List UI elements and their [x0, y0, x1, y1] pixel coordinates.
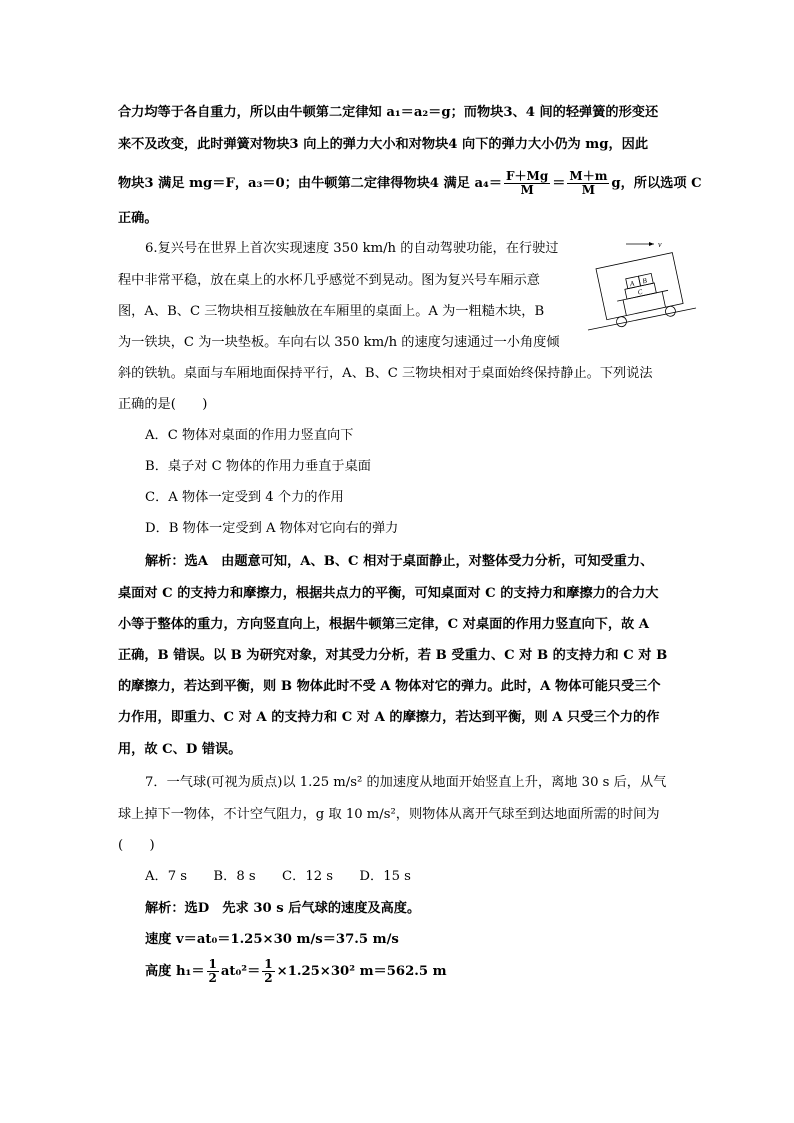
- analysis-line: 的摩擦力，若达到平衡，则 B 物体此时不受 A 物体对它的弹力。此时，A 物体可能只受三个: [118, 679, 661, 694]
- velocity-arrowhead: [649, 242, 654, 246]
- text-segment: 高度 h₁＝: [145, 964, 205, 979]
- question-6-line: 为一铁块，C 为一块垫板。车向右以 350 km/h 的速度匀速通过一小角度倾: [118, 335, 560, 350]
- text-segment: g，所以选项 C: [611, 176, 702, 191]
- text-segment: at₀²＝: [220, 964, 261, 979]
- fraction-denominator: 2: [208, 971, 217, 985]
- option-d: D．B 物体一定受到 A 物体对它向右的弹力: [145, 521, 399, 536]
- block-b-label: B: [641, 276, 648, 286]
- text-segment: ×1.25×30² m＝562.5 m: [276, 964, 447, 979]
- fraction: [207, 958, 219, 985]
- text-line-with-fraction: [118, 168, 702, 200]
- fraction: [504, 170, 550, 197]
- analysis-line-with-fraction: [145, 956, 705, 988]
- analysis-line: 用，故 C、D 错误。: [118, 742, 242, 757]
- question-6-line: 正确的是( ): [118, 397, 208, 412]
- fraction: [567, 170, 609, 197]
- analysis-line: 力作用，即重力、C 对 A 的支持力和 C 对 A 的摩擦力，若达到平衡，则 A 只受三个力的作: [118, 710, 660, 725]
- table-leg: [623, 300, 626, 316]
- text-line: 正确。: [118, 211, 158, 226]
- analysis-line: 解析：选D 先求 30 s 后气球的速度及高度。: [145, 901, 421, 916]
- velocity-label: v: [658, 240, 662, 249]
- analysis-line: 正确，B 错误。以 B 为研究对象，对其受力分析，若 B 受重力、C 对 B 的支持力和 C 对 B: [118, 648, 668, 663]
- text-segment: 物块3 满足 mg＝F，a₃＝0；由牛顿第二定律得物块4 满足 a₄＝: [118, 176, 503, 191]
- option-a: A．C 物体对桌面的作用力竖直向下: [145, 428, 354, 443]
- question-6-line: 程中非常平稳，放在桌上的水杯几乎感觉不到晃动。图为复兴号车厢示意: [118, 273, 540, 288]
- analysis-line: 桌面对 C 的支持力和摩擦力，根据共点力的平衡，可知桌面对 C 的支持力和摩擦力的合力大: [118, 586, 659, 601]
- question-6-line: 图，A、B、C 三物块相互接触放在车厢里的桌面上。A 为一粗糙木块，B: [118, 304, 545, 319]
- analysis-line: 速度 v＝at₀＝1.25×30 m/s＝37.5 m/s: [145, 932, 399, 947]
- car-group: [596, 253, 685, 330]
- question-7-line: 球上掉下一物体，不计空气阻力，g 取 10 m/s²，则物体从离开气球至到达地面所需的时间为: [118, 807, 660, 822]
- question-6-line: 6.复兴号在世界上首次实现速度 350 km/h 的自动驾驶功能，在行驶过: [145, 241, 559, 256]
- question-7-line: 7．一气球(可视为质点)以 1.25 m/s² 的加速度从地面开始竖直上升，离地 30 s 后，从气: [145, 775, 667, 790]
- fraction-denominator: 2: [264, 971, 273, 985]
- question-7-line: ( ): [118, 838, 155, 853]
- fraction: [262, 958, 274, 985]
- fraction-numerator: 1: [264, 957, 273, 971]
- text-line: 来不及改变，此时弹簧对物块3 向上的弹力大小和对物块4 向下的弹力大小仍为 mg，因此: [118, 137, 649, 152]
- text-line: 合力均等于各自重力，所以由牛顿第二定律知 a₁＝a₂＝g；而物块3、4 间的轻弹簧的形变还: [118, 105, 659, 120]
- question-7-options: A．7 s B．8 s C．12 s D．15 s: [145, 869, 411, 884]
- analysis-line: 解析：选A 由题意可知，A、B、C 相对于桌面静止，对整体受力分析，可知受重力、: [145, 554, 654, 569]
- table-leg: [662, 292, 665, 308]
- incline-track: [588, 308, 696, 330]
- block-a-label: A: [629, 279, 635, 289]
- fraction-numerator: F＋Mg: [506, 169, 549, 183]
- fraction-denominator: M: [520, 183, 534, 197]
- fraction-denominator: M: [581, 183, 596, 197]
- train-car-diagram: [586, 238, 696, 330]
- fraction-numerator: 1: [208, 957, 217, 971]
- option-b: B．桌子对 C 物体的作用力垂直于桌面: [145, 459, 371, 474]
- question-6-line: 斜的铁轨。桌面与车厢地面保持平行，A、B、C 三物块相对于桌面始终保持静止。下列说法: [118, 366, 653, 381]
- fraction-numerator: M＋m: [569, 169, 608, 183]
- block-c-label: C: [637, 287, 644, 297]
- analysis-line: 小等于整体的重力，方向竖直向上，根据牛顿第三定律，C 对桌面的作用力竖直向下，故 A: [118, 617, 650, 632]
- option-c: C．A 物体一定受到 4 个力的作用: [145, 490, 344, 505]
- equals-sign: ＝: [552, 176, 566, 191]
